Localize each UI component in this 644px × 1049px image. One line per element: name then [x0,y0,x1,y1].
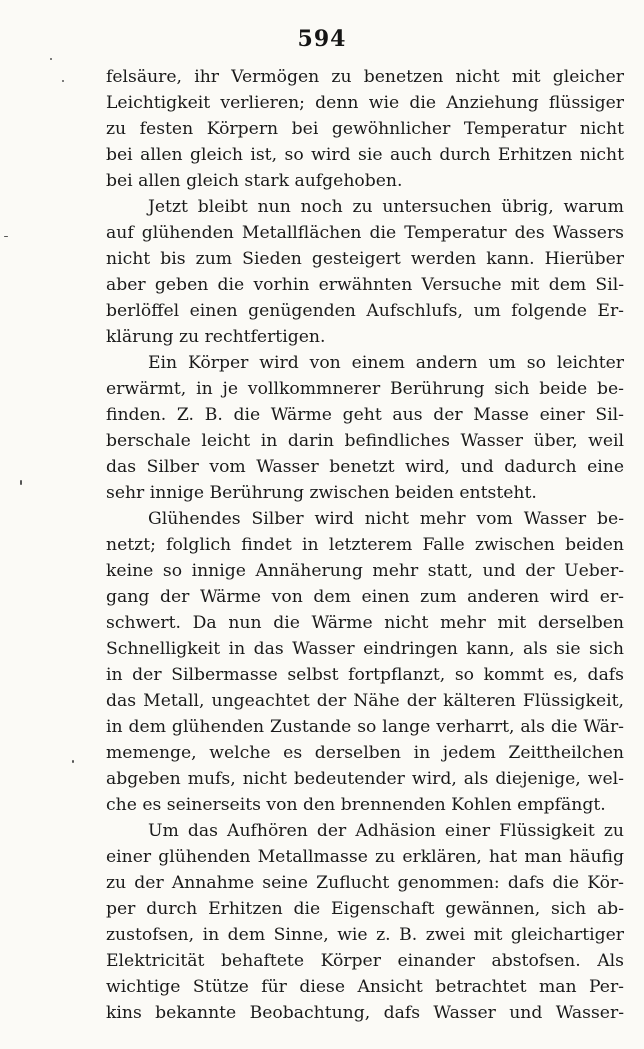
scan-speck [4,236,8,237]
text-line: auf glühenden Metallflächen die Temperatur des Wassers [106,223,624,243]
text-line: per durch Erhitzen die Eigenschaft gewännen, sich ab- [106,899,624,919]
text-line: netzt; folglich findet in letzterem Falle zwischen beiden [106,535,624,555]
text-line: in der Silbermasse selbst fortpflanzt, so kommt es, dafs [106,665,624,685]
text-line: bei allen gleich stark aufgehoben. [106,171,403,191]
text-line: berschale leicht in darin befindliches Wasser über, weil [106,431,624,451]
text-line: gang der Wärme von dem einen zum anderen wird er- [106,587,624,607]
text-line: das Metall, ungeachtet der Nähe der kälteren Flüssigkeit, [106,691,624,711]
text-line: Leichtigkeit verlieren; denn wie die Anziehung flüssiger [106,93,624,113]
scan-speck [72,760,74,763]
text-line: Schnelligkeit in das Wasser eindringen kann, als sie sich [106,639,624,659]
scan-speck [50,58,52,60]
text-line: in dem glühenden Zustande so lange verharrt, als die Wär- [106,717,624,737]
scan-speck [20,480,22,485]
page-number: 594 [297,26,347,52]
text-line: Elektricität behaftete Körper einander abstofsen. Als [106,951,624,971]
text-line: zustofsen, in dem Sinne, wie z. B. zwei mit gleichartiger [106,925,624,945]
text-line: keine so innige Annäherung mehr statt, und der Ueber- [106,561,624,581]
text-line: berlöffel einen genügenden Aufschlufs, um folgende Er- [106,301,624,321]
text-line: zu der Annahme seine Zuflucht genommen: dafs die Kör- [106,873,624,893]
text-line: memenge, welche es derselben in jedem Zeittheilchen [106,743,624,763]
text-line: kins bekannte Beobachtung, dafs Wasser und Wasser- [106,1003,624,1023]
text-line: das Silber vom Wasser benetzt wird, und dadurch eine [106,457,624,477]
paragraph-start-line: Jetzt bleibt nun noch zu untersuchen übrig, warum [148,197,624,217]
text-line: nicht bis zum Sieden gesteigert werden kann. Hierüber [106,249,624,269]
body-text [106,64,624,1026]
text-line: klärung zu rechtfertigen. [106,327,326,347]
paragraph-start-line: Um das Aufhören der Adhäsion einer Flüssigkeit zu [148,821,624,841]
text-line: einer glühenden Metallmasse zu erklären, hat man häufig [106,847,624,867]
text-line: zu festen Körpern bei gewöhnlicher Temperatur nicht [106,119,624,139]
text-line: sehr innige Berührung zwischen beiden entsteht. [106,483,537,503]
text-line: abgeben mufs, nicht bedeutender wird, als diejenige, wel- [106,769,624,789]
text-line: schwert. Da nun die Wärme nicht mehr mit derselben [106,613,624,633]
text-line: aber geben die vorhin erwähnten Versuche mit dem Sil- [106,275,624,295]
text-line: erwärmt, in je vollkommnerer Berührung sich beide be- [106,379,624,399]
text-line: che es seinerseits von den brennenden Kohlen empfängt. [106,795,606,815]
text-line: finden. Z. B. die Wärme geht aus der Masse einer Sil- [106,405,624,425]
paragraph-start-line: Glühendes Silber wird nicht mehr vom Wasser be- [148,509,624,529]
paragraph-start-line: Ein Körper wird von einem andern um so leichter [148,353,624,373]
scan-speck [62,80,64,82]
text-line: wichtige Stütze für diese Ansicht betrachtet man Per- [106,977,624,997]
text-line: bei allen gleich ist, so wird sie auch durch Erhitzen nicht [106,145,624,165]
text-line: felsäure, ihr Vermögen zu benetzen nicht mit gleicher [106,67,624,87]
